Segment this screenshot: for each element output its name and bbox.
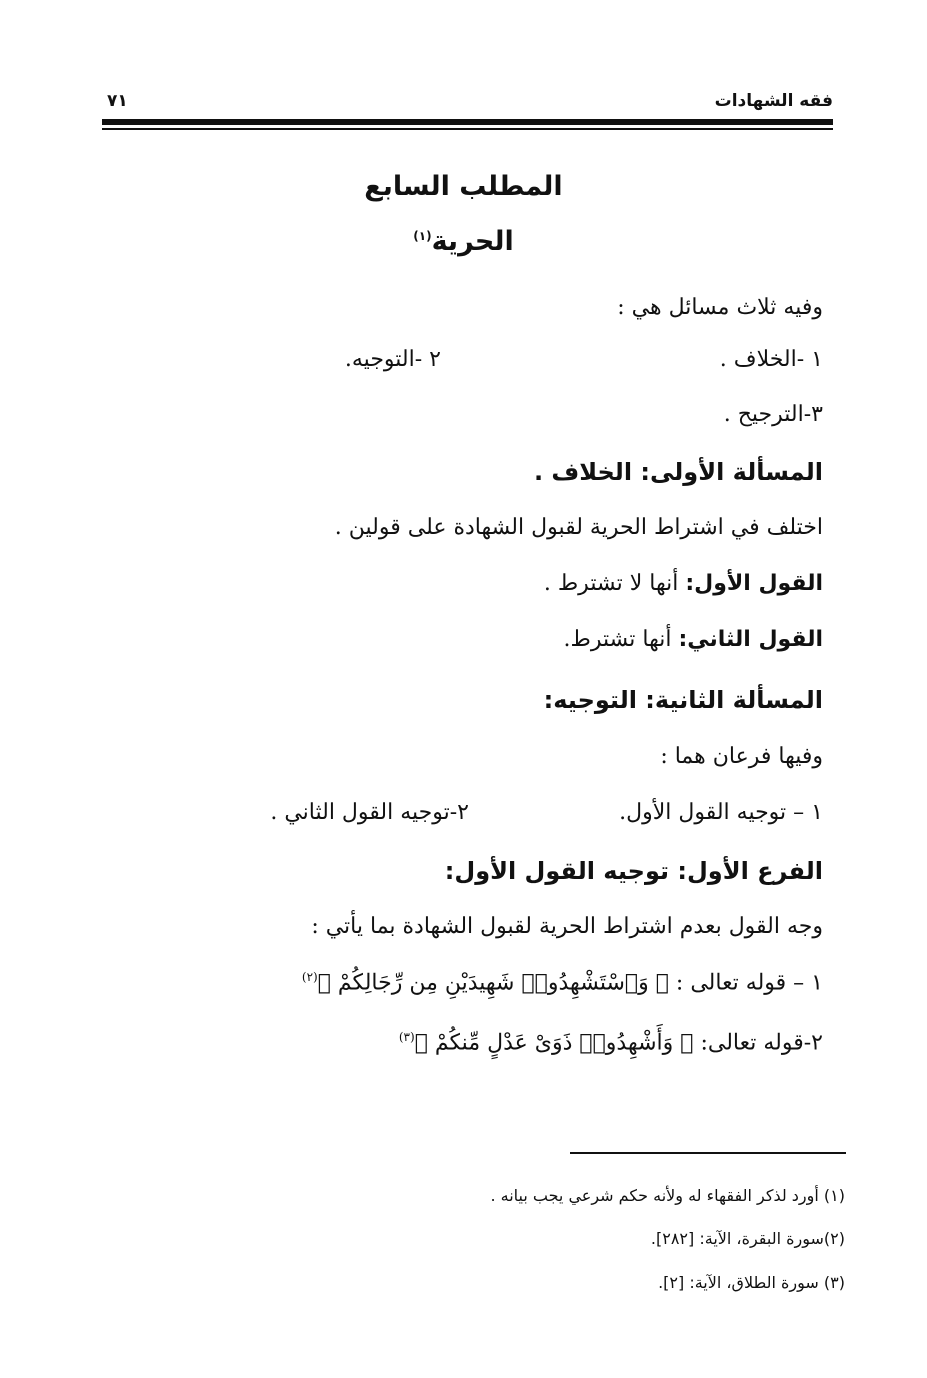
section-subheading bbox=[0, 226, 927, 257]
branch1-heading: الفرع الأول: توجيه القول الأول: bbox=[444, 857, 823, 885]
subheading-text: الحرية bbox=[431, 226, 514, 257]
evidence2-quran: ﴿ وَأَشْهِدُوا۟ ذَوَىْ عَدْلٍ مِّنكُمْ ﴾ bbox=[414, 1030, 694, 1056]
footnote-1: (١) أورد لذكر الفقهاء له ولأنه حكم شرعي يجب بيانه . bbox=[490, 1186, 845, 1205]
branch1-text: وجه القول بعدم اشتراط الحرية لقبول الشهادة بما يأتي : bbox=[311, 914, 823, 939]
opinion2-text: أنها تشترط. bbox=[563, 627, 672, 652]
header-rule-thin bbox=[102, 128, 833, 130]
page-number: ٧١ bbox=[107, 91, 128, 111]
issue1-heading: المسألة الأولى: الخلاف . bbox=[533, 458, 823, 486]
footnote-ref-2: (٢) bbox=[301, 970, 318, 984]
section-heading: المطلب السابع bbox=[364, 171, 563, 202]
issue2-branch-2: ٢-توجيه القول الثاني . bbox=[270, 800, 469, 825]
evidence2-prefix: ٢-قوله تعالى: bbox=[700, 1030, 823, 1056]
intro-item-3: ٣-الترجيح . bbox=[723, 402, 823, 427]
issue2-branch-1: ١ – توجيه القول الأول. bbox=[619, 800, 823, 825]
evidence1-quran: ﴿ وَٱسْتَشْهِدُوا۟ شَهِيدَيْنِ مِن رِّجَالِكُمْ ﴾ bbox=[317, 970, 669, 996]
opinion1-label: القول الأول: bbox=[685, 571, 823, 596]
footnote-2: (٢)سورة البقرة، الآية: [٢٨٢]. bbox=[650, 1229, 845, 1248]
evidence-1 bbox=[302, 970, 823, 995]
issue1-text: اختلف في اشتراط الحرية لقبول الشهادة على قولين . bbox=[334, 515, 823, 540]
intro-line: وفيه ثلاث مسائل هي : bbox=[617, 295, 823, 320]
evidence-2 bbox=[399, 1030, 823, 1055]
footnote-ref-1: (١) bbox=[413, 229, 432, 243]
issue2-intro: وفيها فرعان هما : bbox=[660, 744, 823, 769]
intro-item-1: ١ -الخلاف . bbox=[719, 347, 823, 372]
opinion1-text: أنها لا تشترط . bbox=[543, 571, 679, 596]
running-header-title: فقه الشهادات bbox=[714, 91, 833, 111]
intro-item-2: ٢ -التوجيه. bbox=[344, 347, 441, 372]
header-rule-thick bbox=[102, 119, 833, 125]
evidence1-prefix: ١ – قوله تعالى : bbox=[675, 970, 823, 996]
footnote-separator bbox=[570, 1152, 846, 1154]
footnote-ref-3: (٣) bbox=[398, 1030, 415, 1044]
opinion-1 bbox=[544, 571, 823, 596]
footnote-3: (٣) سورة الطلاق، الآية: [٢]. bbox=[658, 1273, 845, 1292]
opinion2-label: القول الثاني: bbox=[678, 627, 823, 652]
issue2-heading: المسألة الثانية: التوجيه: bbox=[543, 686, 823, 714]
opinion-2 bbox=[564, 627, 823, 652]
